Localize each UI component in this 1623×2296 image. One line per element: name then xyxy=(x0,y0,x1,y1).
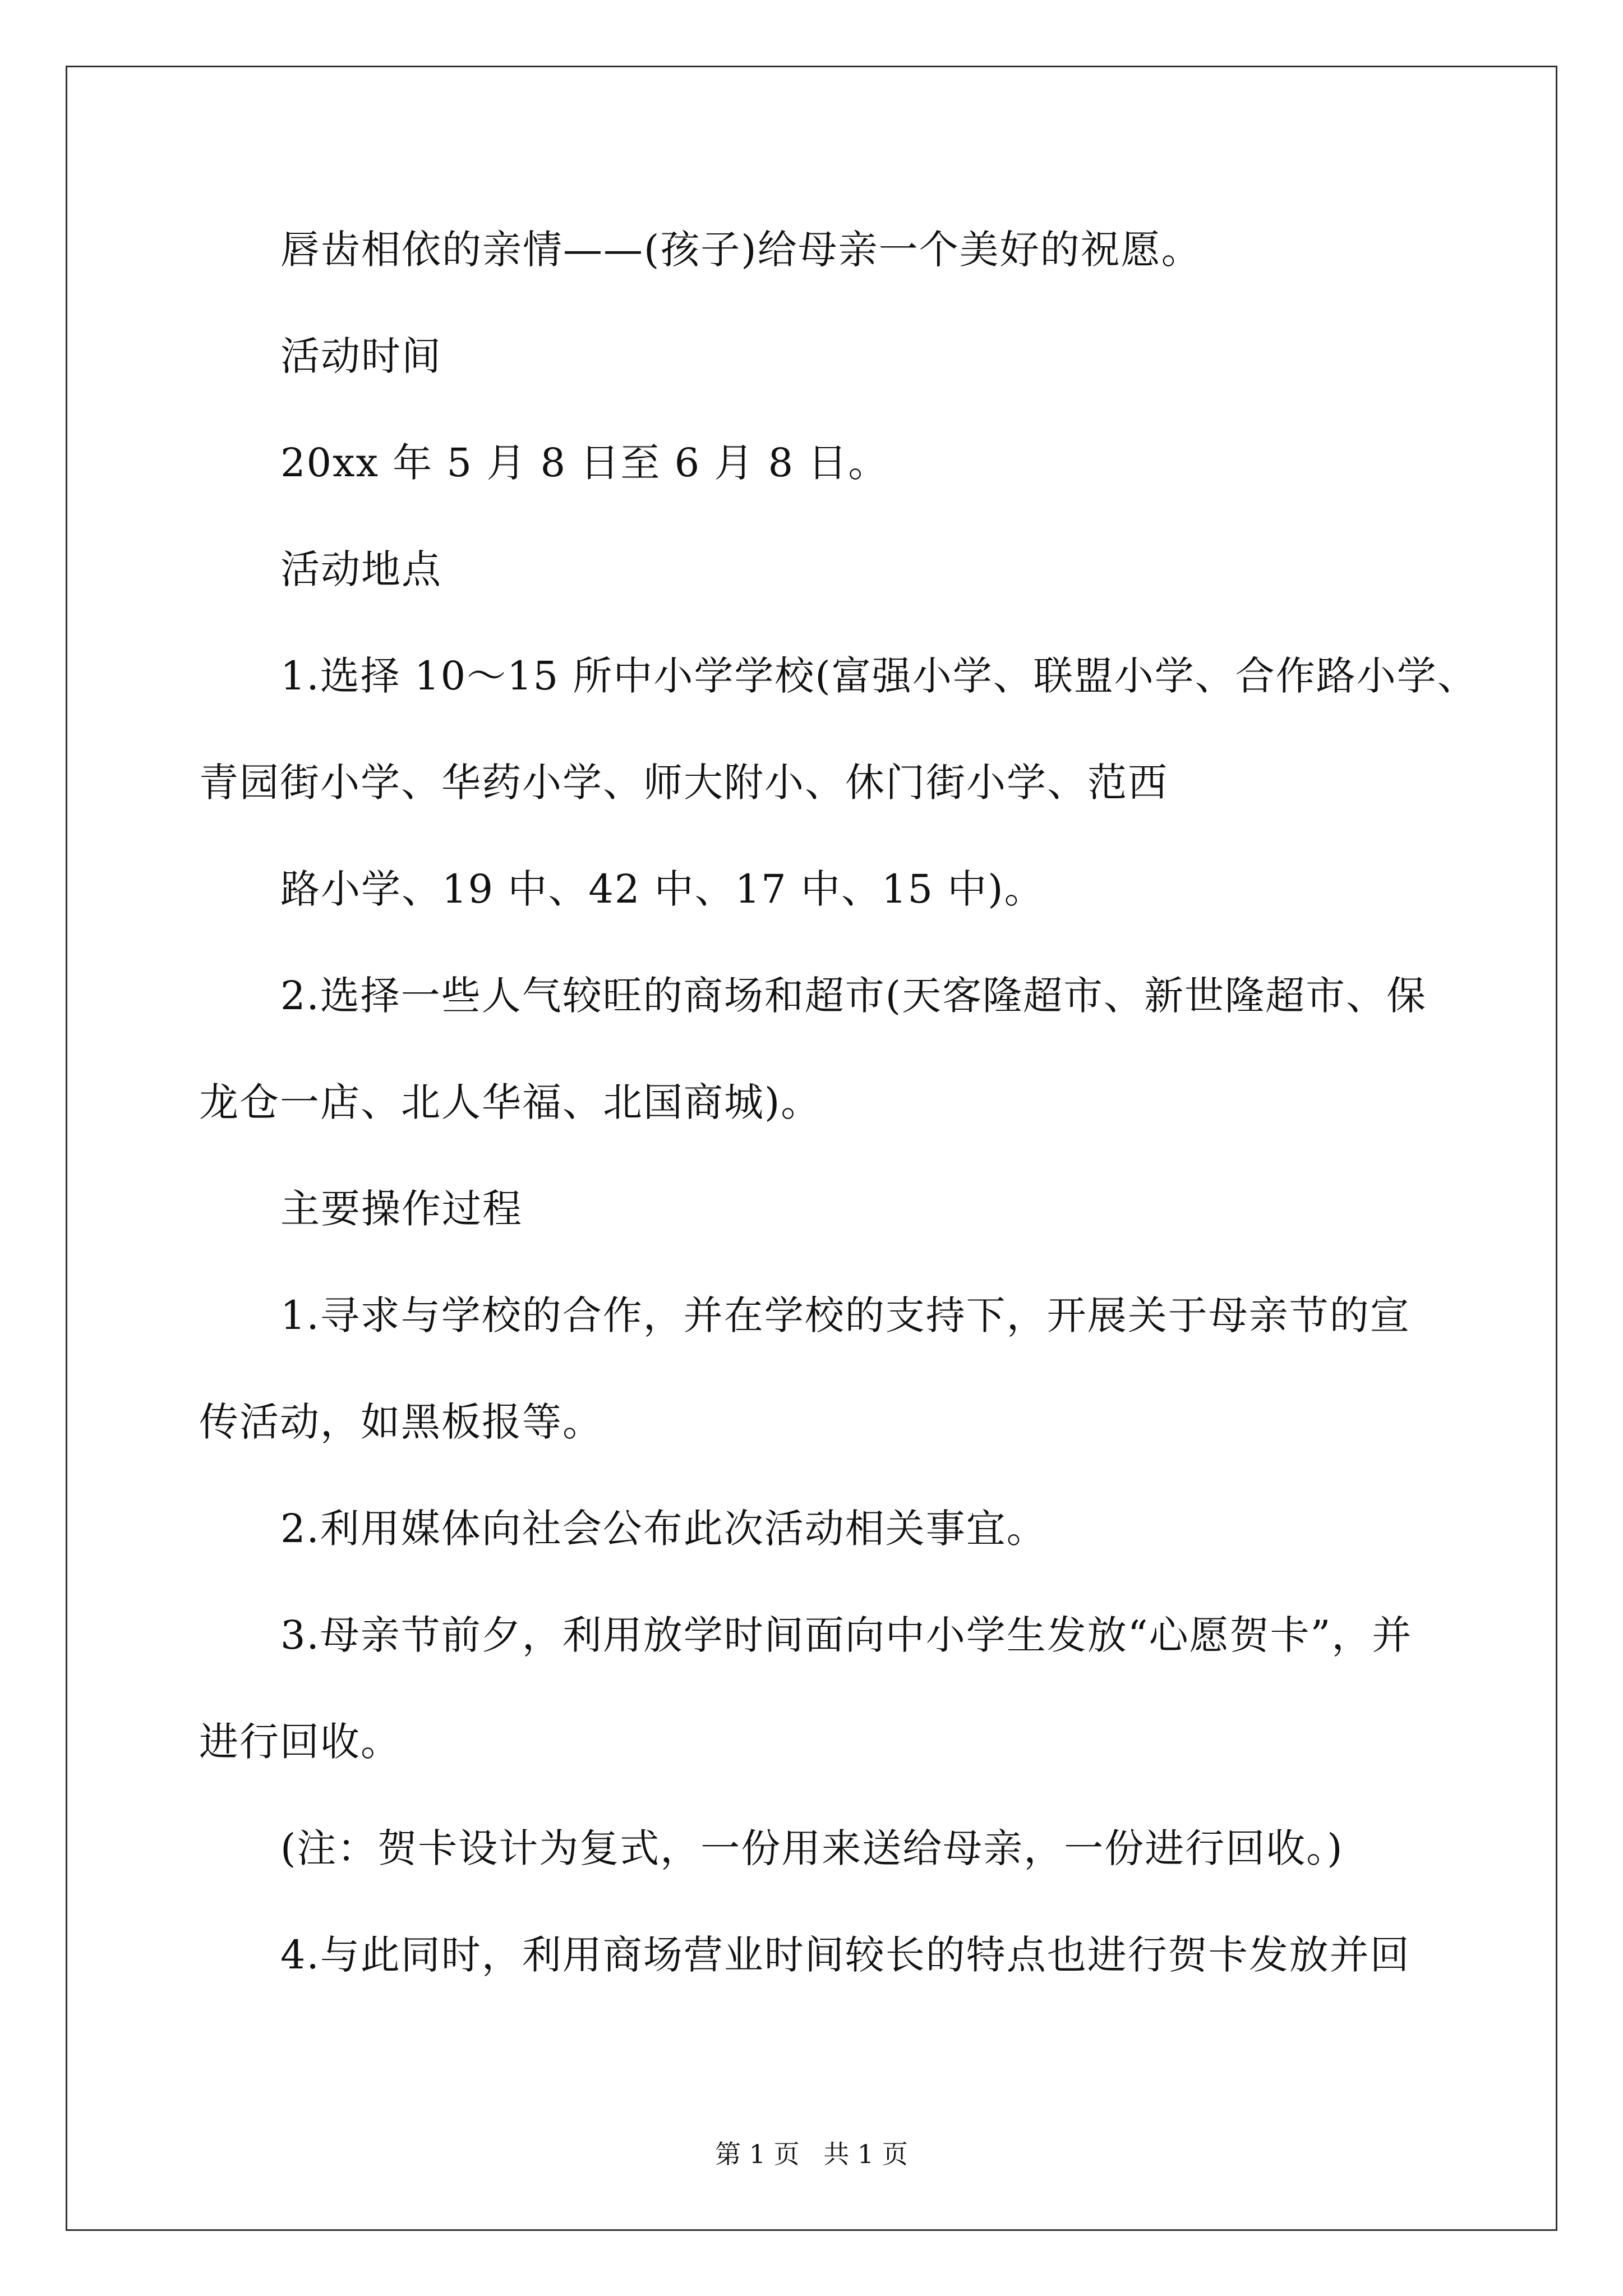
text-line-6: 青园街小学、华药小学、师大附小、休门街小学、范西 xyxy=(199,760,1168,806)
page-footer xyxy=(0,2137,1623,2171)
page-border xyxy=(66,66,1557,2231)
text-line-17: 4.与此同时，利用商场营业时间较长的特点也进行贺卡发放并回 xyxy=(280,1932,1410,1978)
text-line-7: 路小学、19 中、42 中、17 中、15 中)。 xyxy=(280,866,1045,912)
text-line-5: 1.选择 10～15 所中小学学校(富强小学、联盟小学、合作路小学、 xyxy=(280,653,1478,699)
text-line-15: 进行回收。 xyxy=(199,1719,401,1765)
text-line-3: 20xx 年 5 月 8 日至 6 月 8 日。 xyxy=(280,440,889,486)
text-line-14: 3.母亲节前夕，利用放学时间面向中小学生发放“心愿贺卡”，并 xyxy=(280,1612,1413,1658)
text-line-1: 唇齿相依的亲情——(孩子)给母亲一个美好的祝愿。 xyxy=(280,227,1202,273)
text-line-12: 传活动，如黑板报等。 xyxy=(199,1399,603,1445)
section-heading-location: 活动地点 xyxy=(280,546,442,592)
page-number-current: 第 1 页 xyxy=(715,2139,800,2169)
text-line-11: 1.寻求与学校的合作，并在学校的支持下，开展关于母亲节的宣 xyxy=(280,1292,1410,1338)
text-line-13: 2.利用媒体向社会公布此次活动相关事宜。 xyxy=(280,1506,1047,1552)
section-heading-process: 主要操作过程 xyxy=(280,1186,523,1232)
page-number-total: 共 1 页 xyxy=(823,2139,908,2169)
text-line-8: 2.选择一些人气较旺的商场和超市(天客隆超市、新世隆超市、保 xyxy=(280,973,1427,1019)
text-line-16: (注：贺卡设计为复式，一份用来送给母亲，一份进行回收。) xyxy=(280,1825,1344,1871)
text-line-9: 龙仓一店、北人华福、北国商城)。 xyxy=(199,1079,822,1125)
section-heading-time: 活动时间 xyxy=(280,333,442,379)
